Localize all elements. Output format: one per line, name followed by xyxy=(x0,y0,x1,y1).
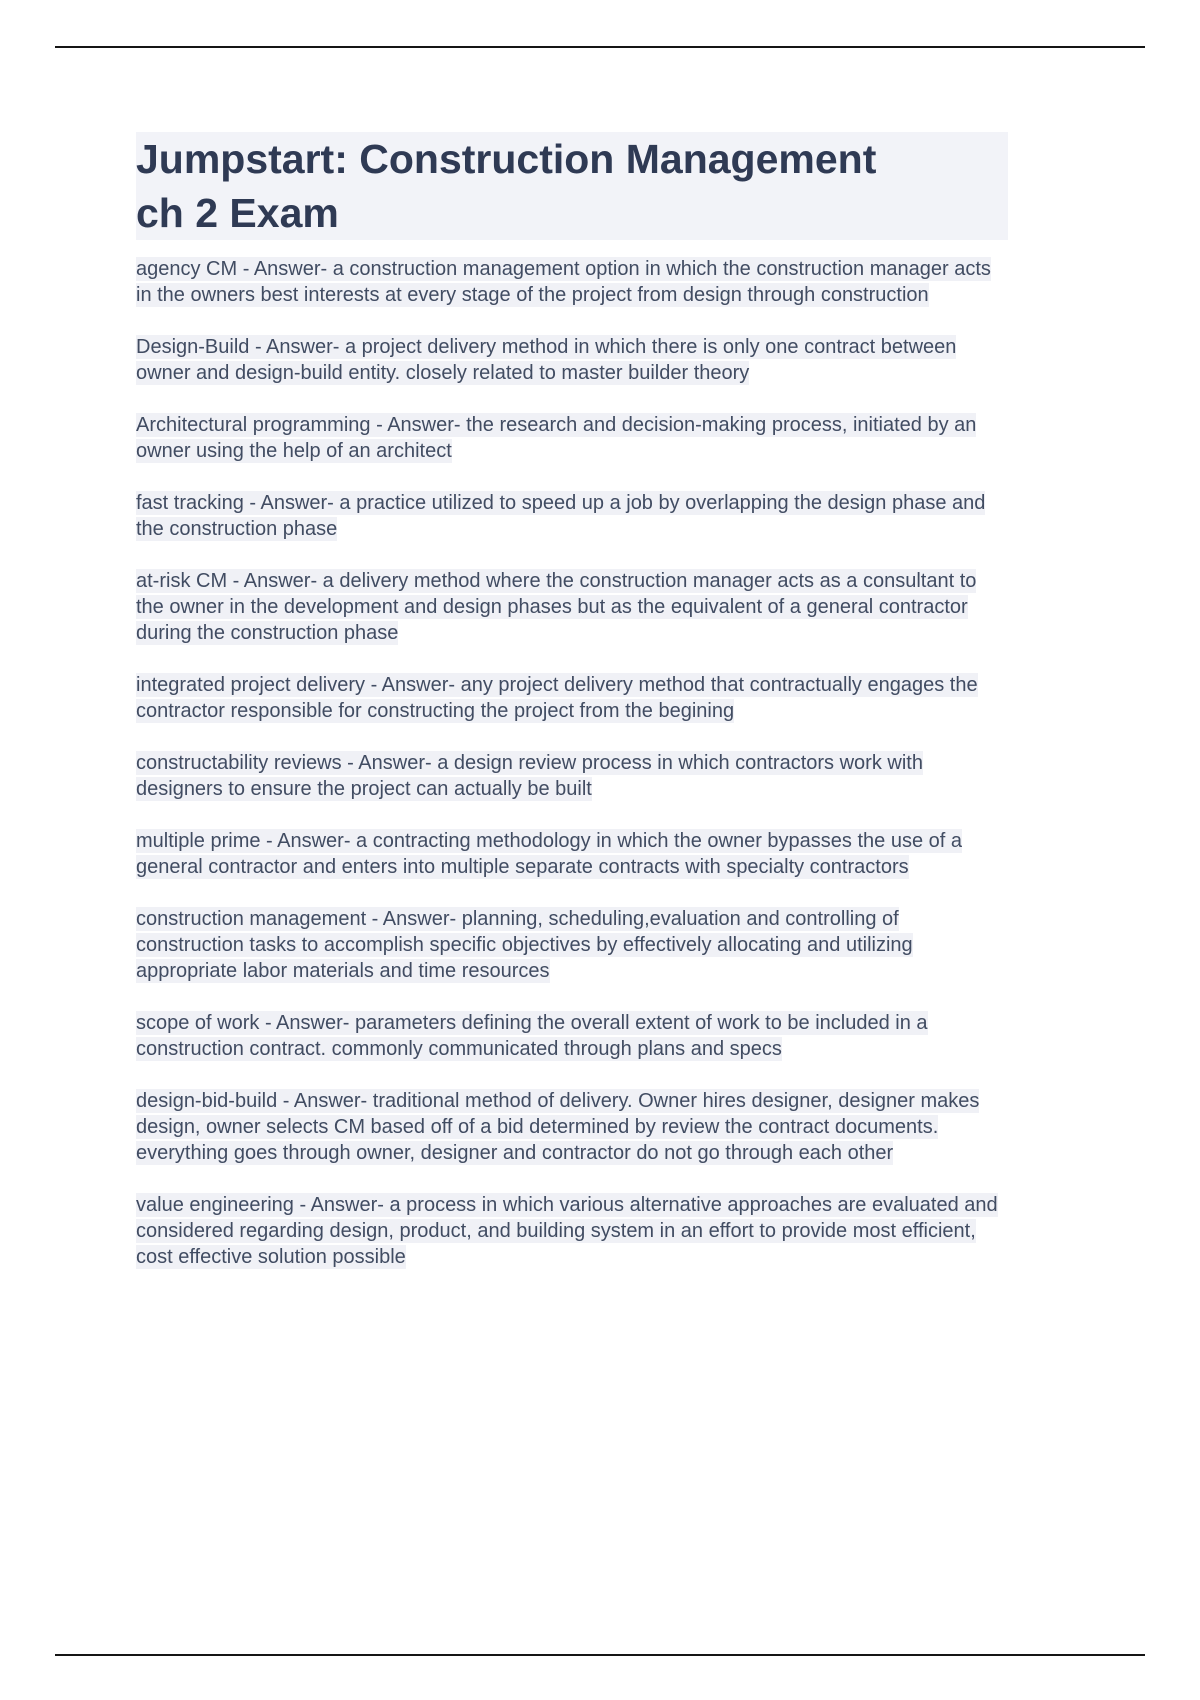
definition-entry xyxy=(136,1010,1008,1062)
definition-text: design-bid-build - Answer- traditional method of delivery. Owner hires designer, designer makes design, owner selects CM based off of a bid determined by review the contract documents. everything goes through owner, designer and contractor do not go through each other xyxy=(136,1090,980,1164)
definition-text: agency CM - Answer- a construction management option in which the construction manager acts in the owners best interests at every stage of the project from design through construction xyxy=(136,258,991,306)
definition-entry xyxy=(136,256,1008,308)
page-title xyxy=(136,132,1008,240)
definition-entry xyxy=(136,750,1008,802)
definition-entry xyxy=(136,568,1008,646)
definition-text: constructability reviews - Answer- a design review process in which contractors work with designers to ensure the project can actually be built xyxy=(136,752,923,800)
definition-text: scope of work - Answer- parameters defining the overall extent of work to be included in a construction contract. commonly communicated through plans and specs xyxy=(136,1012,928,1060)
definition-entry xyxy=(136,334,1008,386)
definition-text: at-risk CM - Answer- a delivery method where the construction manager acts as a consultant to the owner in the development and design phases but as the equivalent of a general contractor during the construction phase xyxy=(136,570,977,644)
definition-text: construction management - Answer- planning, scheduling,evaluation and controlling of construction tasks to accomplish specific objectives by effectively allocating and utilizing appropriate labor materials and time resources xyxy=(136,908,913,982)
definition-entry xyxy=(136,906,1008,984)
bottom-rule xyxy=(55,1654,1145,1656)
definition-text: Architectural programming - Answer- the research and decision-making process, initiated by an owner using the help of an architect xyxy=(136,414,977,462)
definition-text: multiple prime - Answer- a contracting methodology in which the owner bypasses the use of a general contractor and enters into multiple separate contracts with specialty contractors xyxy=(136,830,962,878)
definition-text: Design-Build - Answer- a project delivery method in which there is only one contract between owner and design-build entity. closely related to master builder theory xyxy=(136,336,957,384)
definition-entry xyxy=(136,490,1008,542)
document-content xyxy=(136,132,1008,1296)
definition-entry xyxy=(136,1192,1008,1270)
page-title-line2: ch 2 Exam xyxy=(136,190,339,236)
top-rule xyxy=(55,46,1145,48)
definition-text: integrated project delivery - Answer- any project delivery method that contractually engages the contractor responsible for constructing the project from the begining xyxy=(136,674,978,722)
definition-entry xyxy=(136,412,1008,464)
definition-entry xyxy=(136,1088,1008,1166)
page-title-line1: Jumpstart: Construction Management xyxy=(136,136,877,182)
definition-entry xyxy=(136,672,1008,724)
definition-entry xyxy=(136,828,1008,880)
definition-text: value engineering - Answer- a process in which various alternative approaches are evaluated and considered regarding design, product, and building system in an effort to provide most efficient, cost effective solution possible xyxy=(136,1194,998,1268)
definition-text: fast tracking - Answer- a practice utilized to speed up a job by overlapping the design phase and the construction phase xyxy=(136,492,986,540)
